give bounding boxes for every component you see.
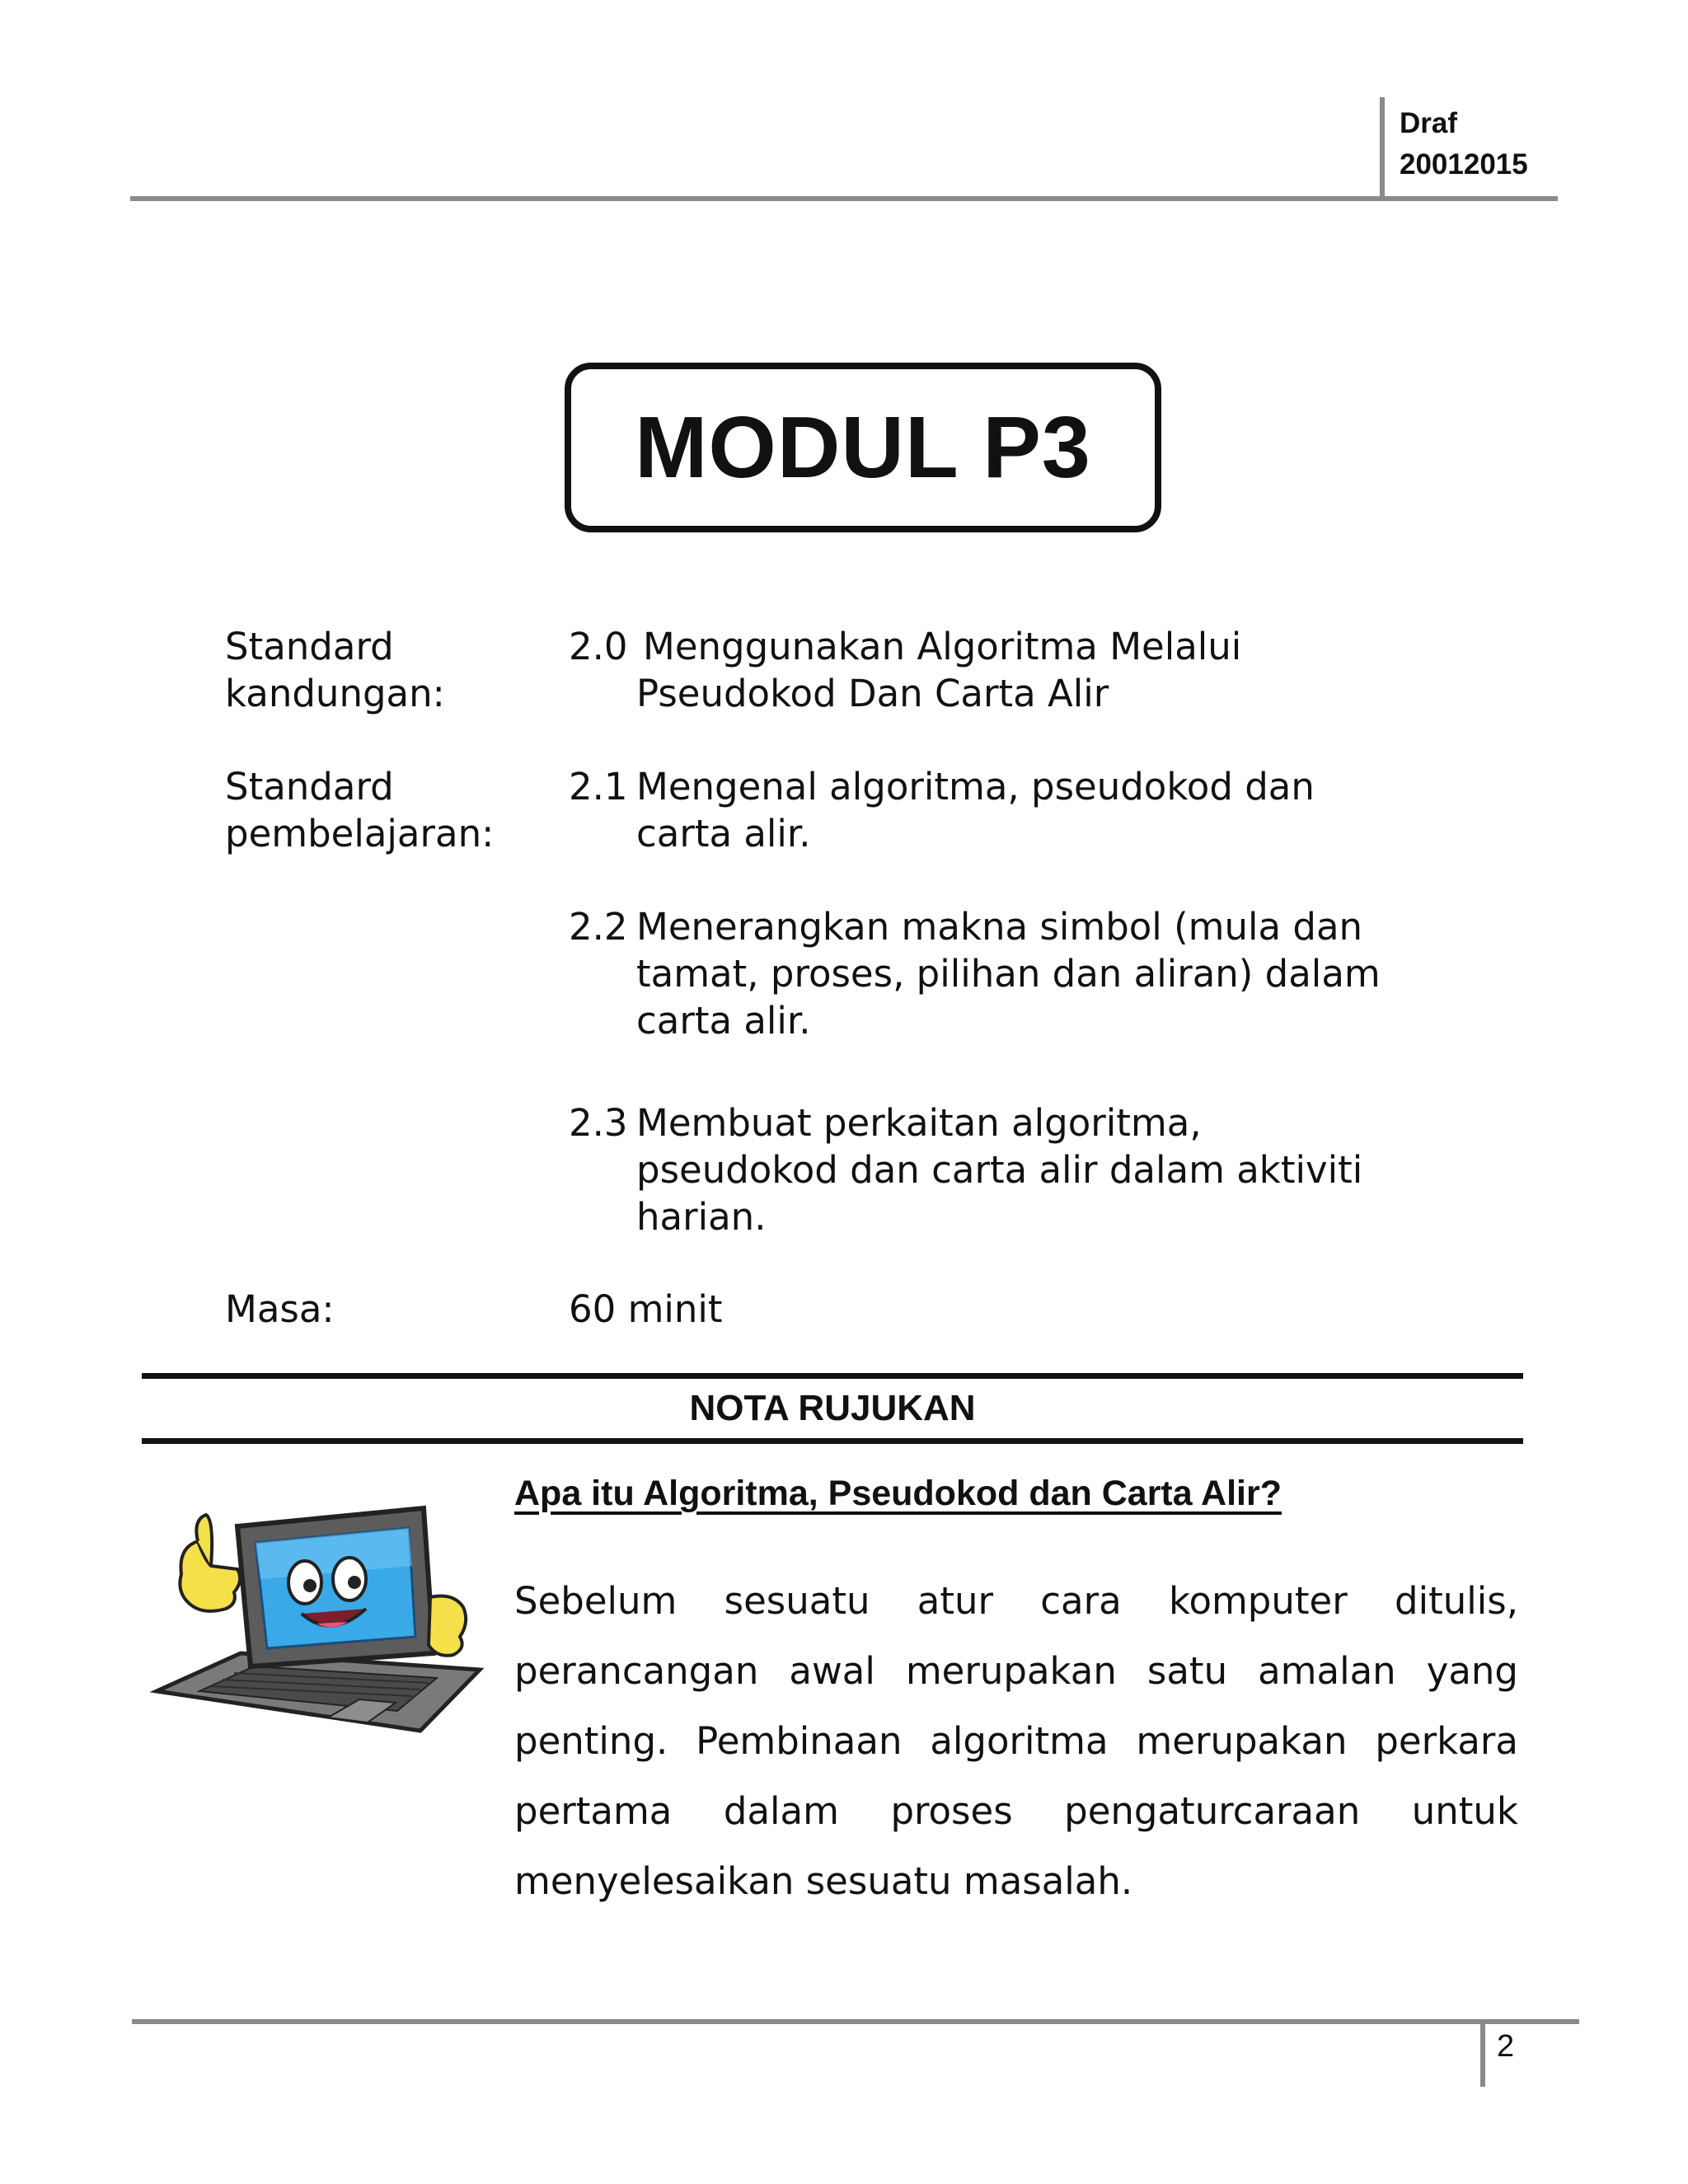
sp-item-line: Membuat perkaitan algoritma, [636,1101,1202,1145]
body-paragraph: Sebelum sesuatu atur cara komputer ditulis, perancangan awal merupakan satu amalan yang penting. Pembinaan algoritma merupakan perkara pertama dalam proses pengaturcaraan untuk menyelesaikan sesuatu masalah. [514,1579,1518,1903]
draft-label: Draf [1400,107,1458,139]
masa-label: Masa: [225,1287,335,1331]
sp-item-line: Mengenal algoritma, pseudokod dan [636,765,1315,808]
sp-item-number: 2.2 [569,905,628,949]
section-heading: Apa itu Algoritma, Pseudokod dan Carta Alir? [514,1474,1282,1513]
header-rule [130,196,1558,201]
standard-kandungan-number: 2.0 [569,625,628,668]
page-number: 2 [1497,2029,1515,2064]
footer-divider [1480,2021,1485,2087]
standard-pembelajaran-label-1: Standard [225,765,394,808]
nota-rule-top [142,1373,1523,1379]
draft-date: 20012015 [1400,148,1528,180]
standard-kandungan-label-1: Standard [225,625,394,668]
standard-kandungan-label-2: kandungan: [225,672,445,715]
nota-rule-bottom [142,1438,1523,1444]
standard-kandungan-text-1: Menggunakan Algoritma Melalui [643,625,1242,668]
sp-item-line: pseudokod dan carta alir dalam aktiviti [636,1148,1363,1192]
nota-title: NOTA RUJUKAN [689,1388,976,1428]
title-box [565,363,1161,532]
sp-item-number: 2.3 [569,1101,628,1145]
standard-pembelajaran-label-2: pembelajaran: [225,812,495,855]
sp-item-line: Menerangkan makna simbol (mula dan [636,905,1363,949]
sp-item-number: 2.1 [569,765,628,808]
laptop-icon [140,1483,503,1755]
sp-item-line: harian. [636,1195,767,1239]
page-title: MODUL P3 [635,398,1091,496]
sp-item-line: tamat, proses, pilihan dan aliran) dalam [636,952,1381,996]
footer-rule [132,2019,1579,2024]
standard-kandungan-text-2: Pseudokod Dan Carta Alir [636,672,1109,715]
masa-value: 60 minit [569,1287,723,1331]
sp-item-line: carta alir. [636,812,811,855]
header-divider [1380,97,1385,199]
sp-item-line: carta alir. [636,999,811,1043]
laptop-mascot-illustration [140,1483,503,1755]
